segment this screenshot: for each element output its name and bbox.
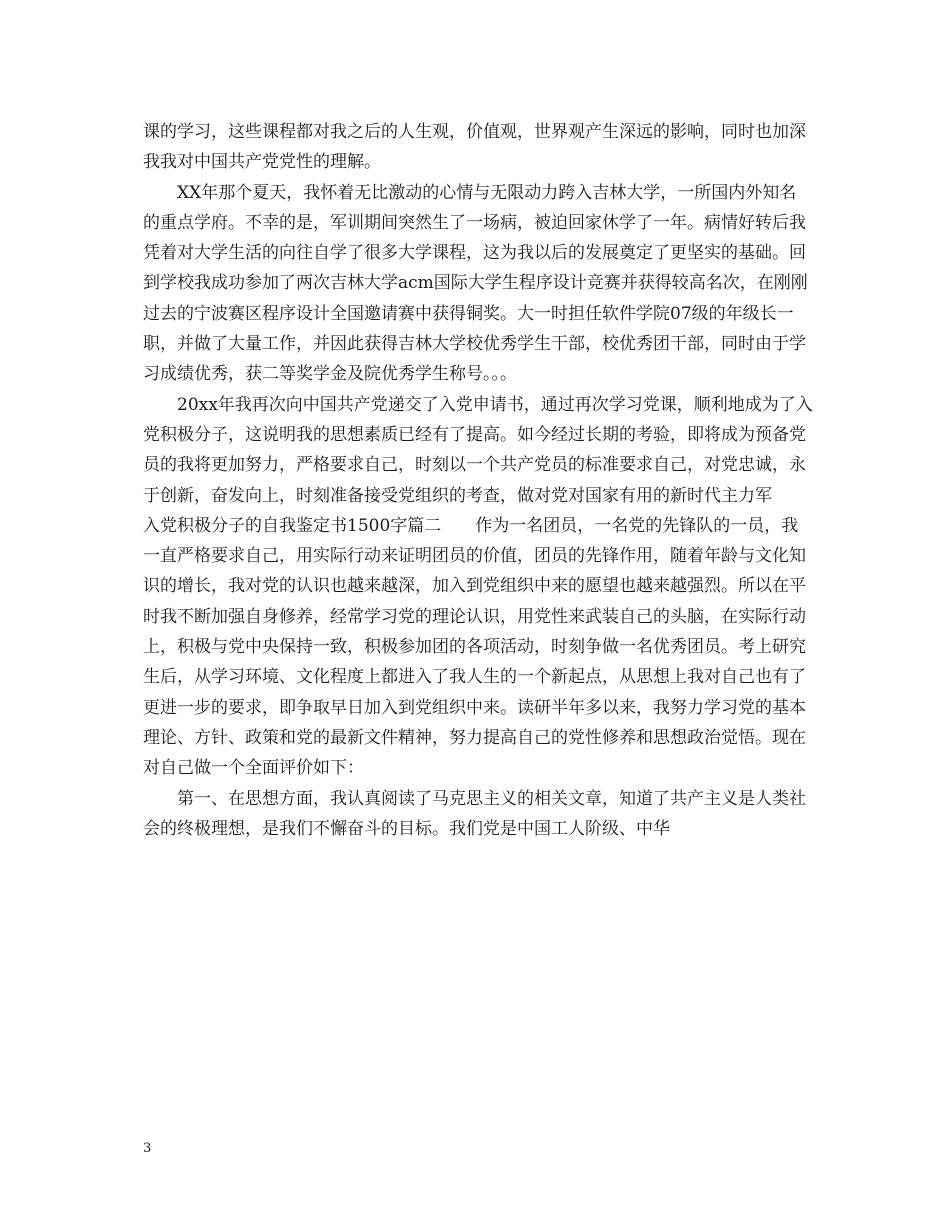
- document-body: [143, 117, 813, 844]
- paragraph-3: 20xx年我再次向中国共产党递交了入党申请书，通过再次学习党课，顺利地成为了入党积极分子，这说明我的思想素质已经有了提高。如今经过长期的考验，即将成为预备党员的我将更加努力，严格要求自己，时刻以一个共产党员的标准要求自己，对党忠诚，永于创新，奋发向上，时刻准备接受党组织的考查，做对党对国家有用的新时代主力军: [143, 394, 813, 506]
- paragraph-1: 课的学习，这些课程都对我之后的人生观，价值观，世界观产生深远的影响，同时也加深我我对中国共产党党性的理解。: [143, 122, 806, 173]
- page-number: 3: [143, 1141, 152, 1156]
- paragraph-4: 入党积极分子的自我鉴定书1500字篇二 作为一名团员，一名党的先锋队的一员，我一直严格要求自己，用实际行动来证明团员的价值，团员的先锋作用，随着年龄与文化知识的增长，我对党的认识也越来越深，加入到党组织中来的愿望也越来越强烈。所以在平时我不断加强自身修养，经常学习党的理论认识，用党性来武装自己的头脑，在实际行动上，积极与党中央保持一致，积极参加团的各项活动，时刻争做一名优秀团员。考上研究生后，从学习环境、文化程度上都进入了我人生的一个新起点，从思想上我对自己也有了更进一步的要求，即争取早日加入到党组织中来。读研半年多以来，我努力学习党的基本理论、方针、政策和党的最新文件精神，努力提高自己的党性修养和思想政治觉悟。现在对自己做一个全面评价如下：: [143, 515, 806, 779]
- paragraph-2: XX年那个夏天，我怀着无比激动的心情与无限动力跨入吉林大学，一所国内外知名的重点学府。不幸的是，军训期间突然生了一场病，被迫回家休学了一年。病情好转后我凭着对大学生活的向往自学了很多大学课程，这为我以后的发展奠定了更坚实的基础。回到学校我成功参加了两次吉林大学acm国际大学生程序设计竞赛并获得较高名次，在刚刚过去的宁波赛区程序设计全国邀请赛中获得铜奖。大一时担任软件学院07级的年级长一职，并做了大量工作，并因此获得吉林大学校优秀学生干部，校优秀团干部，同时由于学习成绩优秀，获二等奖学金及院优秀学生称号。。。: [143, 182, 808, 385]
- paragraph-5: 第一、在思想方面，我认真阅读了马克思主义的相关文章，知道了共产主义是人类社会的终极理想，是我们不懈奋斗的目标。我们党是中国工人阶级、中华: [143, 788, 806, 839]
